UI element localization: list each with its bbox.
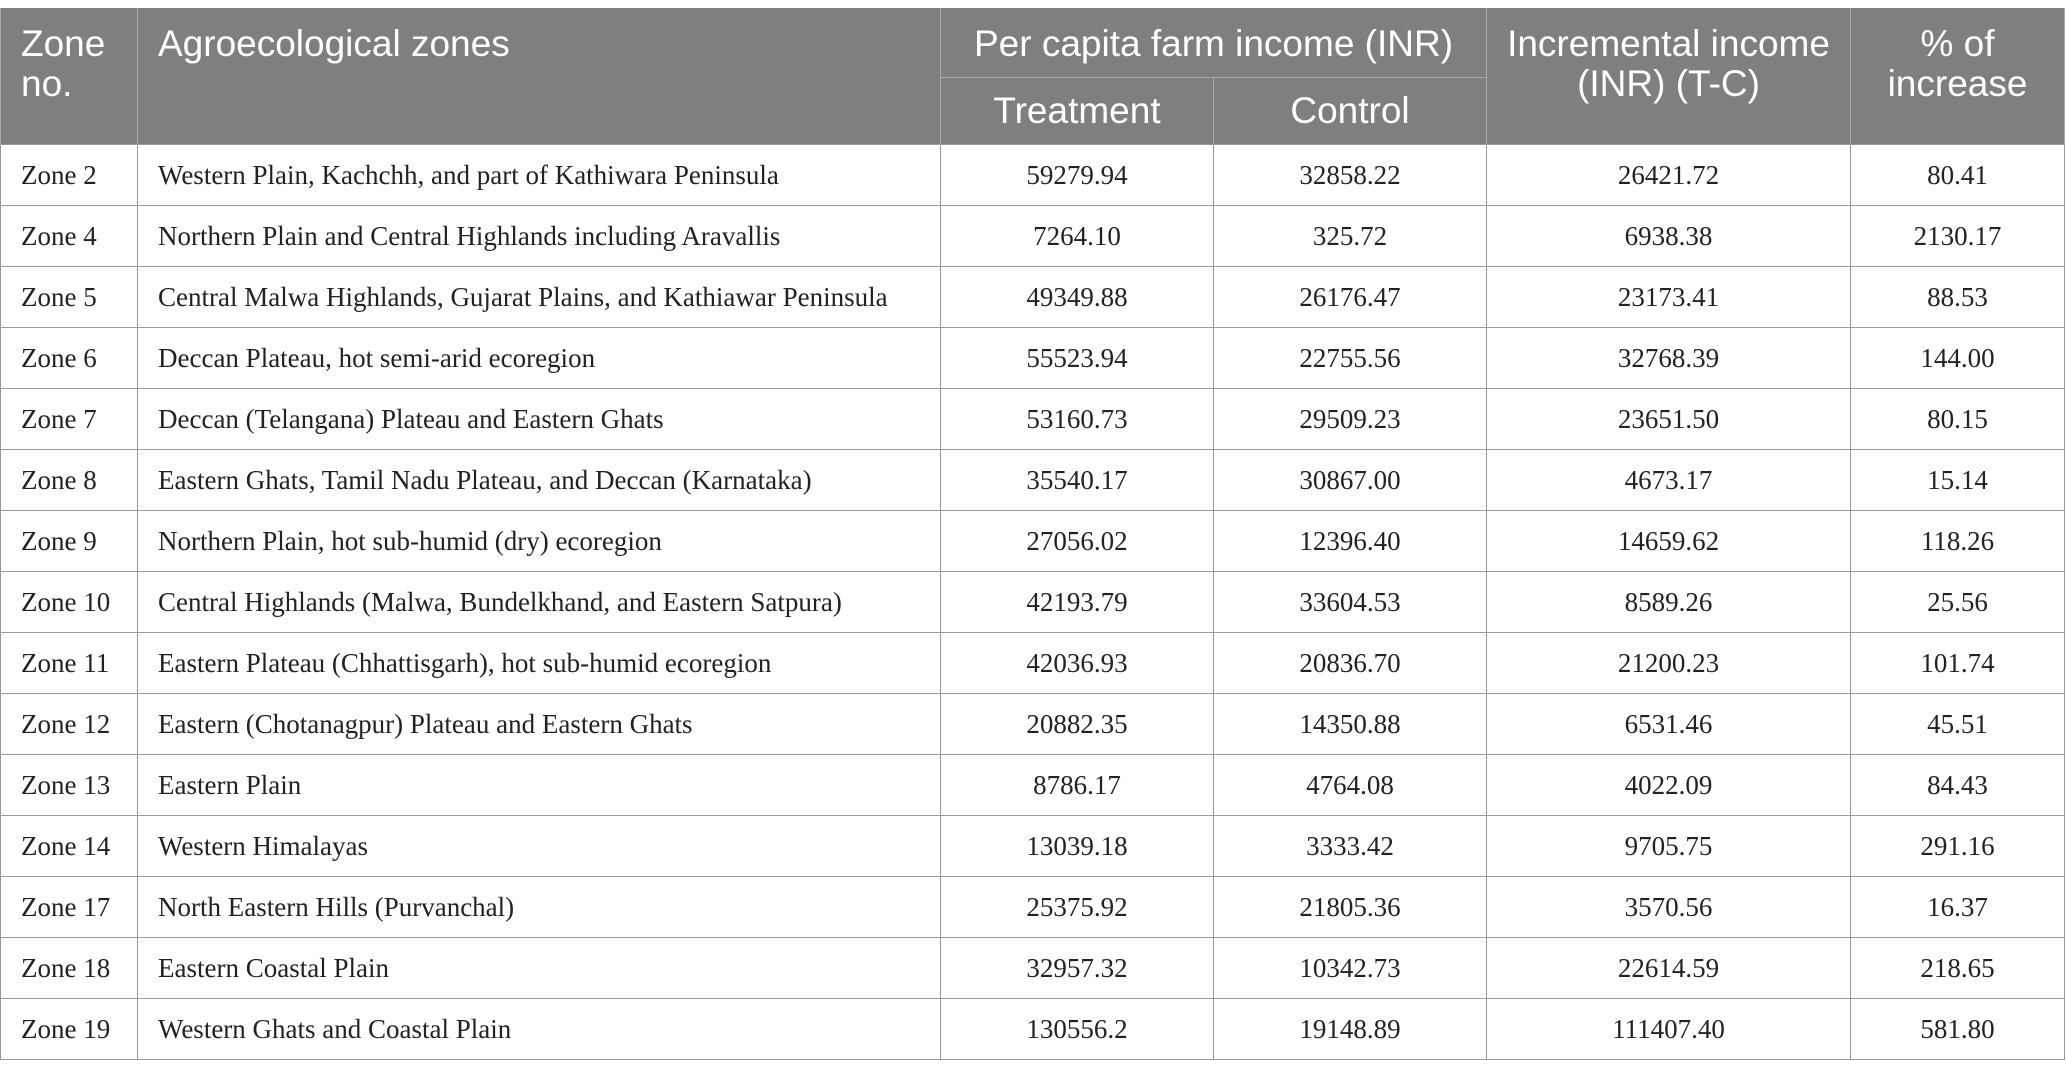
zone-name-cell: Northern Plain, hot sub-humid (dry) ecoregion <box>138 511 941 572</box>
zone-name-cell: Central Highlands (Malwa, Bundelkhand, and Eastern Satpura) <box>138 572 941 633</box>
increase-cell: 15.14 <box>1851 450 2065 511</box>
treatment-cell: 35540.17 <box>941 450 1214 511</box>
table-row <box>1 694 2065 755</box>
zone-name-cell: Northern Plain and Central Highlands including Aravallis <box>138 206 941 267</box>
treatment-cell: 49349.88 <box>941 267 1214 328</box>
zone-cell: Zone 6 <box>1 328 138 389</box>
incremental-cell: 22614.59 <box>1487 938 1851 999</box>
incremental-cell: 111407.40 <box>1487 999 1851 1060</box>
table-row <box>1 938 2065 999</box>
increase-cell: 80.15 <box>1851 389 2065 450</box>
incremental-cell: 4673.17 <box>1487 450 1851 511</box>
control-cell: 32858.22 <box>1214 145 1487 206</box>
table-row <box>1 633 2065 694</box>
control-cell: 22755.56 <box>1214 328 1487 389</box>
zone-name-cell: Eastern Plateau (Chhattisgarh), hot sub-humid ecoregion <box>138 633 941 694</box>
header-agroecological-zones: Agroecological zones <box>138 8 941 145</box>
control-cell: 3333.42 <box>1214 816 1487 877</box>
zone-cell: Zone 13 <box>1 755 138 816</box>
zone-name-cell: Eastern Plain <box>138 755 941 816</box>
zone-cell: Zone 19 <box>1 999 138 1060</box>
increase-cell: 218.65 <box>1851 938 2065 999</box>
treatment-cell: 13039.18 <box>941 816 1214 877</box>
increase-cell: 291.16 <box>1851 816 2065 877</box>
table-row <box>1 755 2065 816</box>
table-row <box>1 450 2065 511</box>
zone-cell: Zone 7 <box>1 389 138 450</box>
control-cell: 30867.00 <box>1214 450 1487 511</box>
treatment-cell: 53160.73 <box>941 389 1214 450</box>
header-percent-increase: % of increase <box>1851 8 2065 145</box>
increase-cell: 144.00 <box>1851 328 2065 389</box>
table-row <box>1 572 2065 633</box>
zone-name-cell: Deccan (Telangana) Plateau and Eastern Ghats <box>138 389 941 450</box>
increase-cell: 88.53 <box>1851 267 2065 328</box>
zone-cell: Zone 14 <box>1 816 138 877</box>
table-body <box>1 145 2065 1060</box>
table-row <box>1 389 2065 450</box>
zone-cell: Zone 4 <box>1 206 138 267</box>
treatment-cell: 42193.79 <box>941 572 1214 633</box>
incremental-cell: 9705.75 <box>1487 816 1851 877</box>
treatment-cell: 7264.10 <box>941 206 1214 267</box>
zone-name-cell: Western Ghats and Coastal Plain <box>138 999 941 1060</box>
control-cell: 14350.88 <box>1214 694 1487 755</box>
zone-name-cell: Eastern Ghats, Tamil Nadu Plateau, and Deccan (Karnataka) <box>138 450 941 511</box>
treatment-cell: 25375.92 <box>941 877 1214 938</box>
increase-cell: 118.26 <box>1851 511 2065 572</box>
table-row <box>1 877 2065 938</box>
zone-cell: Zone 17 <box>1 877 138 938</box>
incremental-cell: 26421.72 <box>1487 145 1851 206</box>
control-cell: 20836.70 <box>1214 633 1487 694</box>
treatment-cell: 8786.17 <box>941 755 1214 816</box>
zone-name-cell: North Eastern Hills (Purvanchal) <box>138 877 941 938</box>
zone-cell: Zone 10 <box>1 572 138 633</box>
increase-cell: 45.51 <box>1851 694 2065 755</box>
control-cell: 325.72 <box>1214 206 1487 267</box>
incremental-cell: 21200.23 <box>1487 633 1851 694</box>
zone-cell: Zone 9 <box>1 511 138 572</box>
zone-name-cell: Central Malwa Highlands, Gujarat Plains, and Kathiawar Peninsula <box>138 267 941 328</box>
header-treatment: Treatment <box>941 78 1214 145</box>
control-cell: 4764.08 <box>1214 755 1487 816</box>
control-cell: 10342.73 <box>1214 938 1487 999</box>
zone-cell: Zone 18 <box>1 938 138 999</box>
table-row <box>1 267 2065 328</box>
treatment-cell: 42036.93 <box>941 633 1214 694</box>
incremental-cell: 14659.62 <box>1487 511 1851 572</box>
zone-name-cell: Eastern (Chotanagpur) Plateau and Eastern Ghats <box>138 694 941 755</box>
control-cell: 21805.36 <box>1214 877 1487 938</box>
increase-cell: 80.41 <box>1851 145 2065 206</box>
control-cell: 29509.23 <box>1214 389 1487 450</box>
zone-name-cell: Eastern Coastal Plain <box>138 938 941 999</box>
table-row <box>1 145 2065 206</box>
zone-name-cell: Deccan Plateau, hot semi-arid ecoregion <box>138 328 941 389</box>
zone-cell: Zone 12 <box>1 694 138 755</box>
income-table <box>0 8 2065 1060</box>
zone-cell: Zone 2 <box>1 145 138 206</box>
treatment-cell: 130556.2 <box>941 999 1214 1060</box>
treatment-cell: 55523.94 <box>941 328 1214 389</box>
zone-cell: Zone 11 <box>1 633 138 694</box>
increase-cell: 101.74 <box>1851 633 2065 694</box>
control-cell: 26176.47 <box>1214 267 1487 328</box>
incremental-cell: 6938.38 <box>1487 206 1851 267</box>
control-cell: 33604.53 <box>1214 572 1487 633</box>
table-row <box>1 328 2065 389</box>
increase-cell: 581.80 <box>1851 999 2065 1060</box>
table-row <box>1 999 2065 1060</box>
header-per-capita-income: Per capita farm income (INR) <box>941 8 1487 78</box>
incremental-cell: 6531.46 <box>1487 694 1851 755</box>
increase-cell: 25.56 <box>1851 572 2065 633</box>
treatment-cell: 59279.94 <box>941 145 1214 206</box>
increase-cell: 16.37 <box>1851 877 2065 938</box>
zone-cell: Zone 5 <box>1 267 138 328</box>
header-zone-no: Zone no. <box>1 8 138 145</box>
incremental-cell: 4022.09 <box>1487 755 1851 816</box>
zone-name-cell: Western Plain, Kachchh, and part of Kathiwara Peninsula <box>138 145 941 206</box>
table-row <box>1 816 2065 877</box>
incremental-cell: 8589.26 <box>1487 572 1851 633</box>
increase-cell: 84.43 <box>1851 755 2065 816</box>
header-control: Control <box>1214 78 1487 145</box>
header-incremental-income: Incremental income (INR) (T-C) <box>1487 8 1851 145</box>
zone-name-cell: Western Himalayas <box>138 816 941 877</box>
treatment-cell: 32957.32 <box>941 938 1214 999</box>
table-row <box>1 511 2065 572</box>
increase-cell: 2130.17 <box>1851 206 2065 267</box>
table-row <box>1 206 2065 267</box>
incremental-cell: 32768.39 <box>1487 328 1851 389</box>
control-cell: 12396.40 <box>1214 511 1487 572</box>
zone-cell: Zone 8 <box>1 450 138 511</box>
incremental-cell: 3570.56 <box>1487 877 1851 938</box>
control-cell: 19148.89 <box>1214 999 1487 1060</box>
treatment-cell: 27056.02 <box>941 511 1214 572</box>
incremental-cell: 23651.50 <box>1487 389 1851 450</box>
treatment-cell: 20882.35 <box>941 694 1214 755</box>
incremental-cell: 23173.41 <box>1487 267 1851 328</box>
header-row-1 <box>1 8 2065 78</box>
